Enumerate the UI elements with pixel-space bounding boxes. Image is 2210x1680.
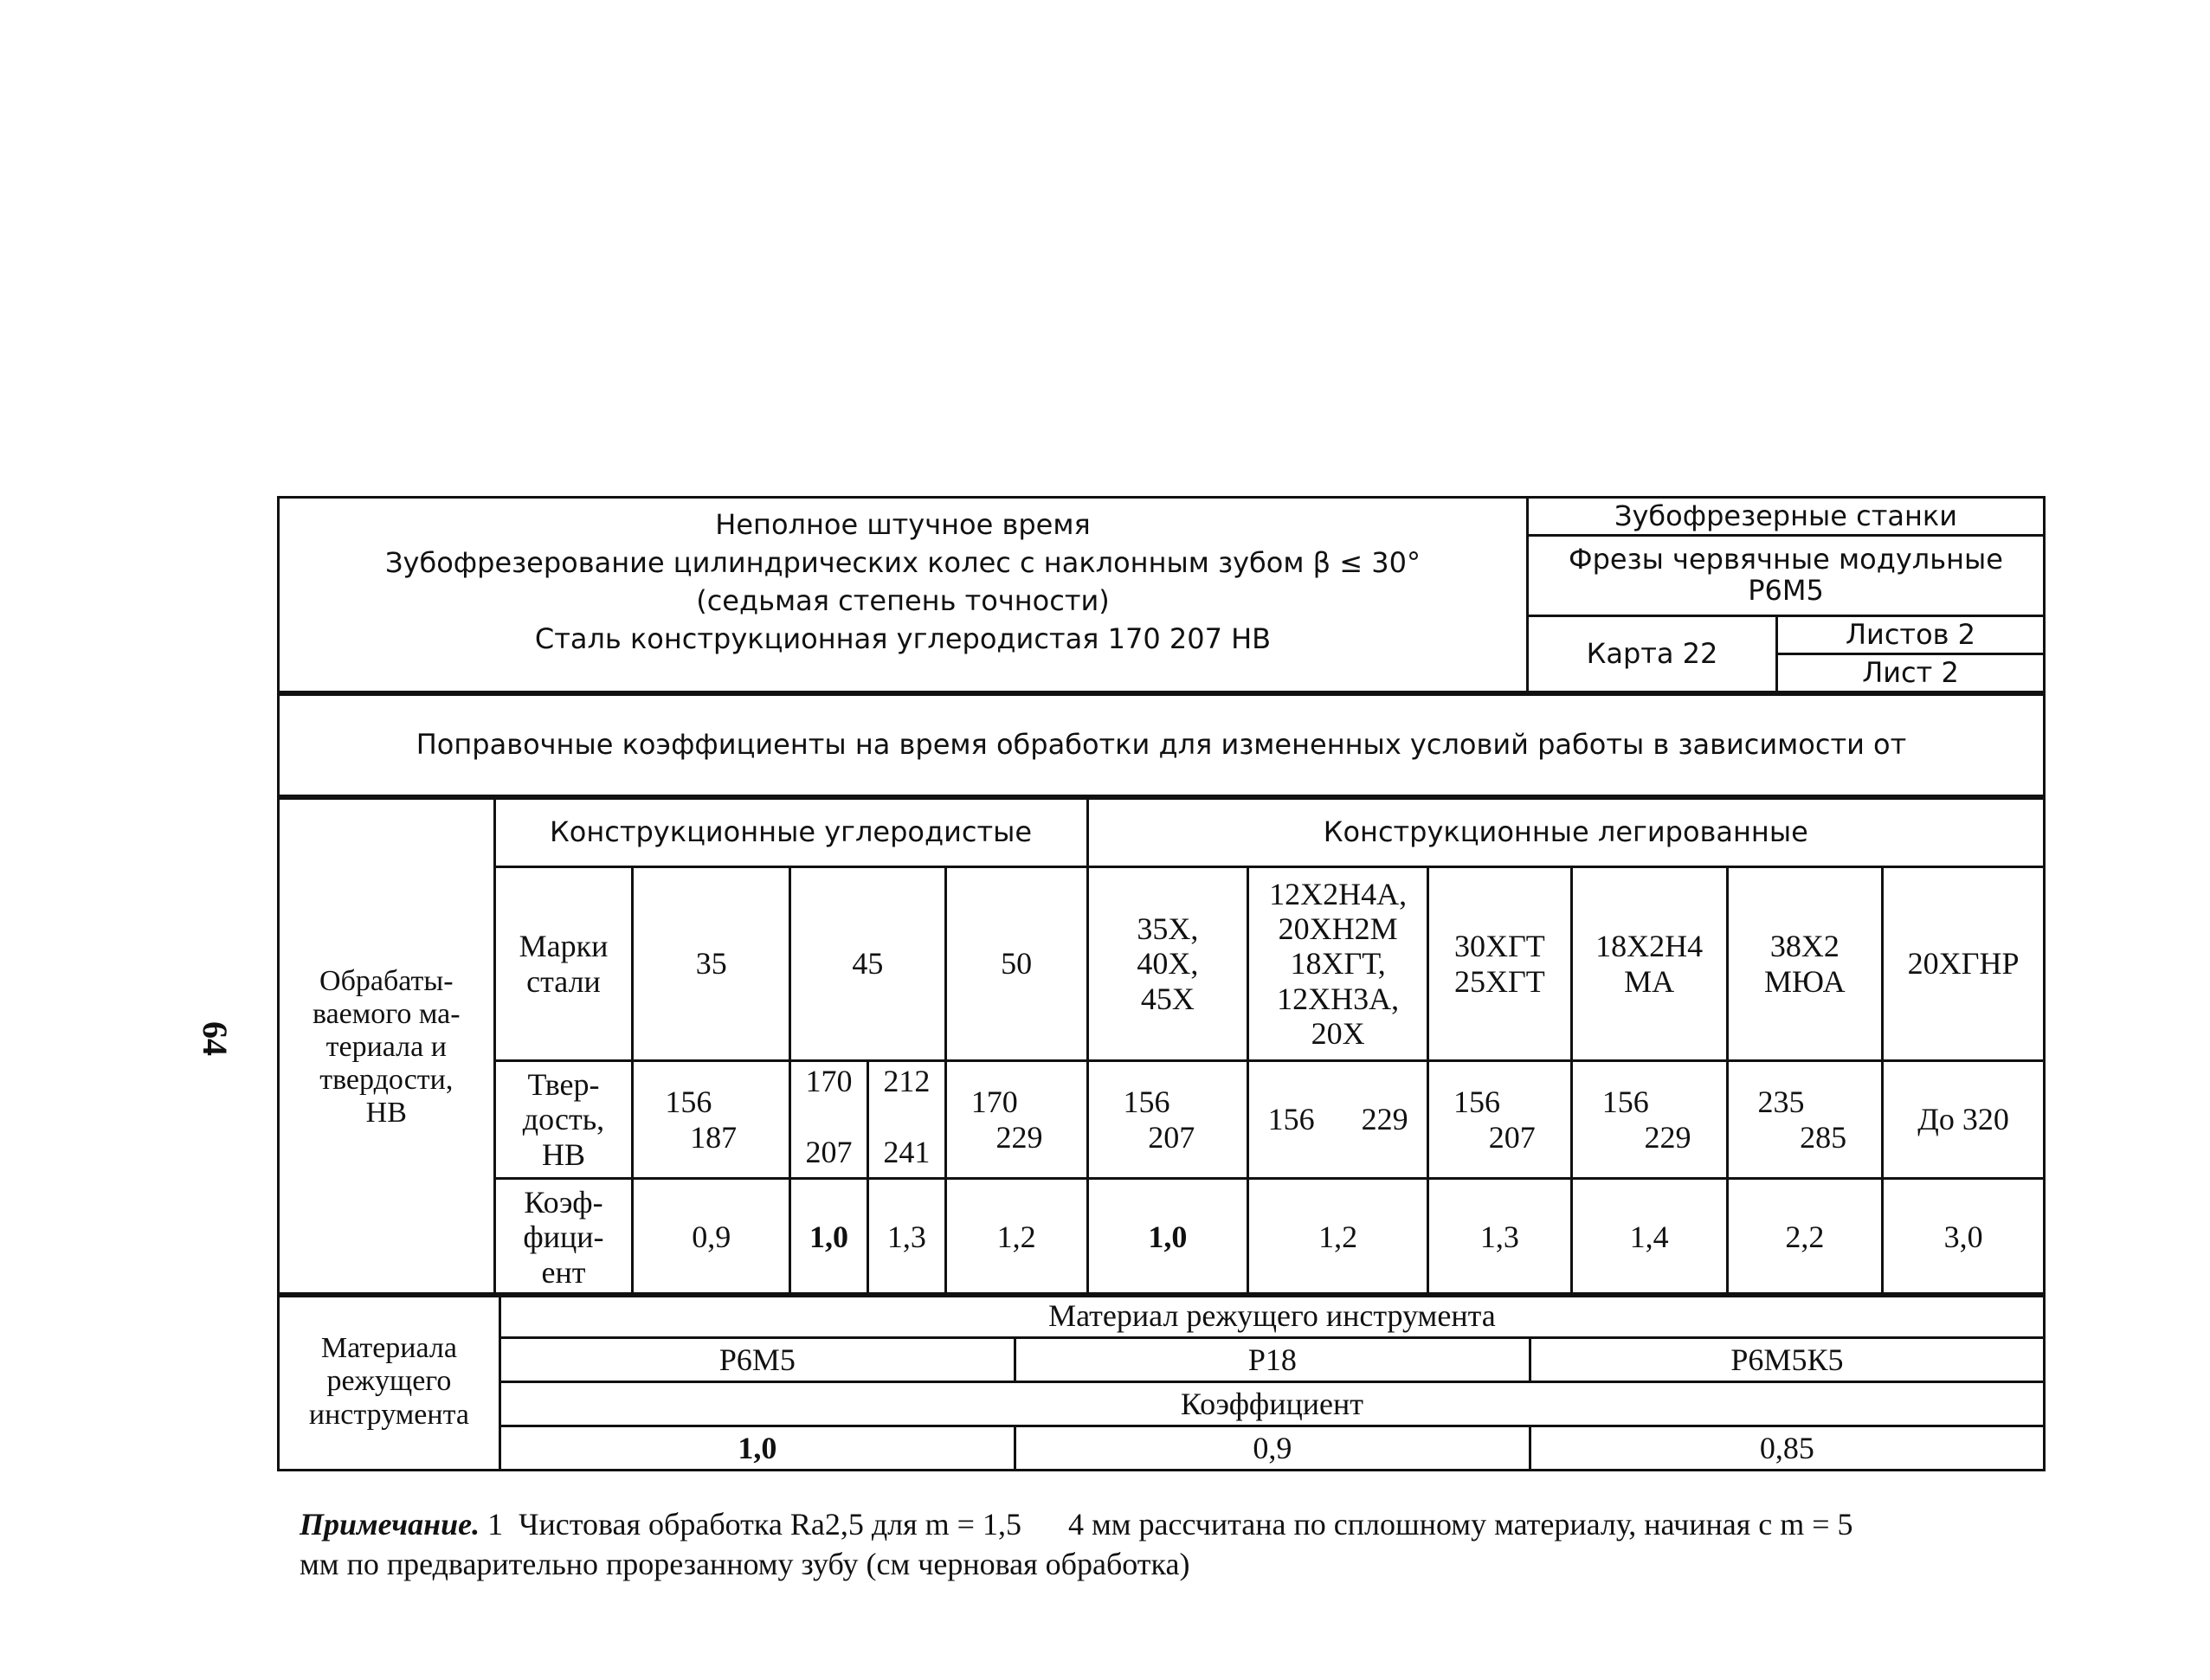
material-table xyxy=(277,797,2046,1297)
coef-45b: 1,3 xyxy=(867,1179,945,1297)
hardness-to: 229 xyxy=(1644,1119,1691,1155)
grade-35: 35 xyxy=(633,867,790,1061)
grade-line: 38Х2 xyxy=(1769,929,1840,964)
coef-a1: 1,0 xyxy=(1087,1179,1248,1297)
title-line: (седьмая степень точности) xyxy=(696,584,1110,617)
header-table xyxy=(277,496,2046,693)
footnote-text: 1 Чистовая обработка Ra2,5 для m = 1,5 4 мм рассчитана по сплошному материалу, начиная с m = 5 xyxy=(480,1507,1853,1542)
hardness-from: 156 xyxy=(1453,1085,1501,1120)
corrections-table xyxy=(277,693,2046,797)
grade-30xgt xyxy=(1428,867,1572,1061)
hardness-to: 241 xyxy=(883,1135,931,1170)
hardness-45a xyxy=(790,1061,868,1179)
title-line: Неполное штучное время xyxy=(715,508,1091,541)
hardness-a2: 156 229 xyxy=(1248,1061,1428,1179)
hardness-from: 156 xyxy=(665,1085,712,1120)
hardness-50 xyxy=(945,1061,1087,1179)
grade-line: 18ХГТ, xyxy=(1290,946,1386,982)
label-line: фици- xyxy=(523,1220,604,1255)
hardness-label xyxy=(494,1061,633,1179)
sheet-number: Лист 2 xyxy=(1777,654,2045,692)
coef-a6: 3,0 xyxy=(1883,1179,2045,1297)
label-line: Твер- xyxy=(527,1067,600,1103)
sheets-total: Листов 2 xyxy=(1777,616,2045,654)
hardness-a3 xyxy=(1428,1061,1572,1179)
footnote xyxy=(300,1504,2031,1584)
grade-45: 45 xyxy=(790,867,946,1061)
tool-material-p6m5k5: Р6М5К5 xyxy=(1530,1338,2044,1382)
label-line: Обрабаты- xyxy=(319,964,454,997)
material-row-label xyxy=(279,799,495,1297)
label-line: Марки xyxy=(519,929,609,964)
hardness-a6: До 320 xyxy=(1883,1061,2045,1179)
group-alloy: Конструкционные легированные xyxy=(1087,799,2044,867)
grade-38x2 xyxy=(1727,867,1883,1061)
hardness-from: 212 xyxy=(883,1064,931,1098)
tool-coef-p18: 0,9 xyxy=(1015,1426,1530,1471)
hardness-a4 xyxy=(1571,1061,1727,1179)
coef-a2: 1,2 xyxy=(1248,1179,1428,1297)
grade-line: 30ХГТ xyxy=(1453,929,1545,964)
grade-35x xyxy=(1087,867,1248,1061)
label-line: ваемого ма- xyxy=(312,997,461,1030)
label-line: Материала xyxy=(320,1332,457,1365)
hardness-to: 229 xyxy=(995,1119,1043,1155)
cutters-line: Р6М5 xyxy=(1748,574,1824,607)
card-number: Карта 22 xyxy=(1528,616,1777,692)
hardness-from: 156 xyxy=(1123,1085,1170,1120)
tool-coef-header: Коэффициент xyxy=(499,1382,2044,1426)
hardness-to: 207 xyxy=(1488,1119,1536,1155)
label-line: дость, xyxy=(522,1102,605,1137)
title-line: Сталь конструкционная углеродистая 170 207 НВ xyxy=(534,622,1272,655)
hardness-from: 170 xyxy=(805,1064,853,1098)
grade-line: 18Х2Н4 xyxy=(1595,929,1704,964)
grade-label xyxy=(494,867,633,1061)
coef-50: 1,2 xyxy=(945,1179,1087,1297)
hardness-from: 170 xyxy=(970,1085,1018,1120)
hardness-45b xyxy=(867,1061,945,1179)
label-line: НВ xyxy=(541,1136,585,1172)
grade-line: МЮА xyxy=(1764,963,1846,999)
tool-coef-p6m5: 1,0 xyxy=(499,1426,1015,1471)
hardness-to: 207 xyxy=(805,1135,853,1170)
cutters-line: Фрезы червячные модульные xyxy=(1569,543,2003,576)
corrections-title: Поправочные коэффициенты на время обработки для измененных условий работы в зависимости от xyxy=(279,695,2045,796)
group-carbon: Конструкционные углеродистые xyxy=(494,799,1087,867)
hardness-from: 235 xyxy=(1757,1085,1805,1120)
grade-line: 40Х, xyxy=(1137,946,1199,982)
grade-line: 35Х, xyxy=(1137,911,1199,947)
page-number: 64 xyxy=(196,1021,235,1056)
label-line: стали xyxy=(526,963,601,999)
footnote-line-2: мм по предварительно прорезанному зубу (см черновая обработка) xyxy=(300,1547,1190,1581)
cutters-cell xyxy=(1528,535,2045,615)
footnote-line xyxy=(300,1504,2031,1544)
grade-line: 20ХН2М xyxy=(1278,911,1398,947)
tool-header: Материал режущего инструмента xyxy=(499,1294,2044,1338)
tool-table xyxy=(277,1292,2046,1471)
hardness-to: 285 xyxy=(1800,1119,1847,1155)
hardness-from: 156 xyxy=(1601,1085,1649,1120)
table-title xyxy=(279,498,1528,692)
label-line: инструмента xyxy=(308,1398,469,1431)
coef-a3: 1,3 xyxy=(1428,1179,1572,1297)
hardness-35 xyxy=(633,1061,790,1179)
grade-line: 12ХН3А, xyxy=(1277,981,1400,1016)
coef-a4: 1,4 xyxy=(1571,1179,1727,1297)
label-line: НВ xyxy=(365,1097,407,1130)
grade-18x2h4 xyxy=(1571,867,1727,1061)
tool-material-p18: Р18 xyxy=(1015,1338,1530,1382)
grade-line: 12Х2Н4А, xyxy=(1269,876,1408,911)
coef-45a: 1,0 xyxy=(790,1179,868,1297)
tool-row-label xyxy=(279,1294,500,1471)
hardness-a5 xyxy=(1727,1061,1883,1179)
grade-line: МА xyxy=(1624,963,1675,999)
grade-line: 45Х xyxy=(1140,981,1195,1016)
footnote-label: Примечание. xyxy=(300,1507,480,1542)
coef-label xyxy=(494,1179,633,1297)
machines-cell: Зубофрезерные станки xyxy=(1528,498,2045,536)
grade-line: 25ХГТ xyxy=(1453,963,1545,999)
label-line: ент xyxy=(541,1254,586,1290)
grade-12x2h4a xyxy=(1248,867,1428,1061)
label-line: териала и xyxy=(325,1030,447,1063)
grade-20xgnr: 20ХГНР xyxy=(1883,867,2045,1061)
tool-coef-p6m5k5: 0,85 xyxy=(1530,1426,2044,1471)
grade-line: 20Х xyxy=(1311,1015,1365,1051)
hardness-to: 207 xyxy=(1148,1119,1195,1155)
label-line: твердости, xyxy=(319,1064,454,1097)
coef-a5: 2,2 xyxy=(1727,1179,1883,1297)
hardness-to: 187 xyxy=(690,1119,738,1155)
title-line: Зубофрезерование цилиндрических колес с наклонным зубом β ≤ 30° xyxy=(385,546,1421,579)
coef-35: 0,9 xyxy=(633,1179,790,1297)
label-line: режущего xyxy=(326,1365,452,1398)
tool-material-p6m5: Р6М5 xyxy=(499,1338,1015,1382)
grade-50: 50 xyxy=(945,867,1087,1061)
hardness-a1 xyxy=(1087,1061,1248,1179)
label-line: Коэф- xyxy=(524,1185,603,1220)
